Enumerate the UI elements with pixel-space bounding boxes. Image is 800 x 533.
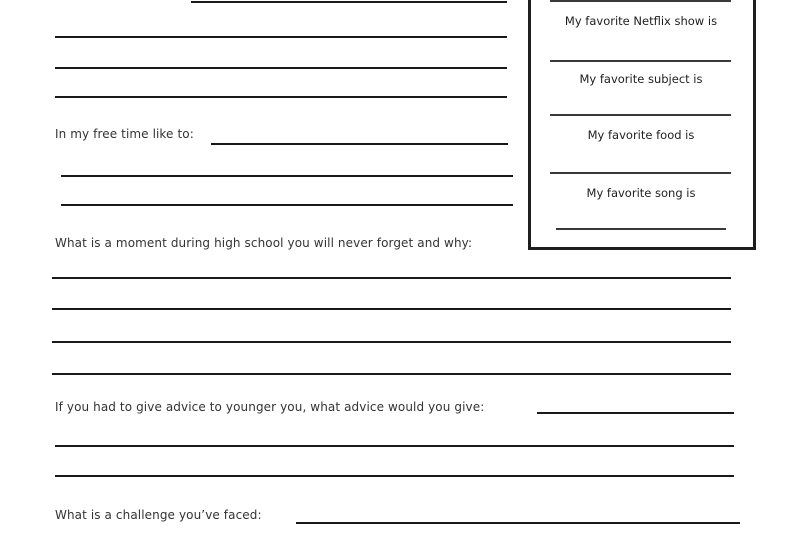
challenge-prompt: What is a challenge you’ve faced: [55, 508, 262, 522]
top-answer-line-2[interactable] [55, 36, 507, 38]
favorites-box [528, 0, 756, 250]
free-time-answer-line-1[interactable] [211, 143, 508, 145]
favorite-subject-label: My favorite subject is [579, 72, 703, 86]
advice-answer-line-2[interactable] [55, 445, 734, 447]
favorite-netflix-answer-line[interactable] [550, 60, 731, 62]
advice-answer-line-1[interactable] [537, 412, 734, 414]
top-answer-line-3[interactable] [55, 67, 507, 69]
moment-answer-line-3[interactable] [52, 341, 731, 343]
moment-answer-line-2[interactable] [52, 308, 731, 310]
favorite-netflix-label: My favorite Netflix show is [564, 14, 718, 28]
favorite-subject-answer-line[interactable] [550, 114, 731, 116]
favorite-song-label: My favorite song is [586, 186, 696, 200]
top-answer-line-1[interactable] [191, 1, 507, 3]
favorites-line-top[interactable] [550, 0, 731, 2]
favorite-food-answer-line[interactable] [550, 172, 731, 174]
moment-prompt: What is a moment during high school you will never forget and why: [55, 236, 473, 250]
top-answer-line-4[interactable] [55, 96, 507, 98]
favorite-song-answer-line[interactable] [556, 228, 726, 230]
free-time-prompt: In my free time like to: [55, 127, 194, 141]
advice-prompt: If you had to give advice to younger you, what advice would you give: [55, 400, 485, 414]
favorite-food-label: My favorite food is [587, 128, 695, 142]
free-time-answer-line-3[interactable] [61, 204, 513, 206]
free-time-answer-line-2[interactable] [61, 175, 513, 177]
moment-answer-line-4[interactable] [52, 373, 731, 375]
challenge-answer-line-1[interactable] [296, 522, 740, 524]
advice-answer-line-3[interactable] [55, 475, 734, 477]
moment-answer-line-1[interactable] [52, 277, 731, 279]
